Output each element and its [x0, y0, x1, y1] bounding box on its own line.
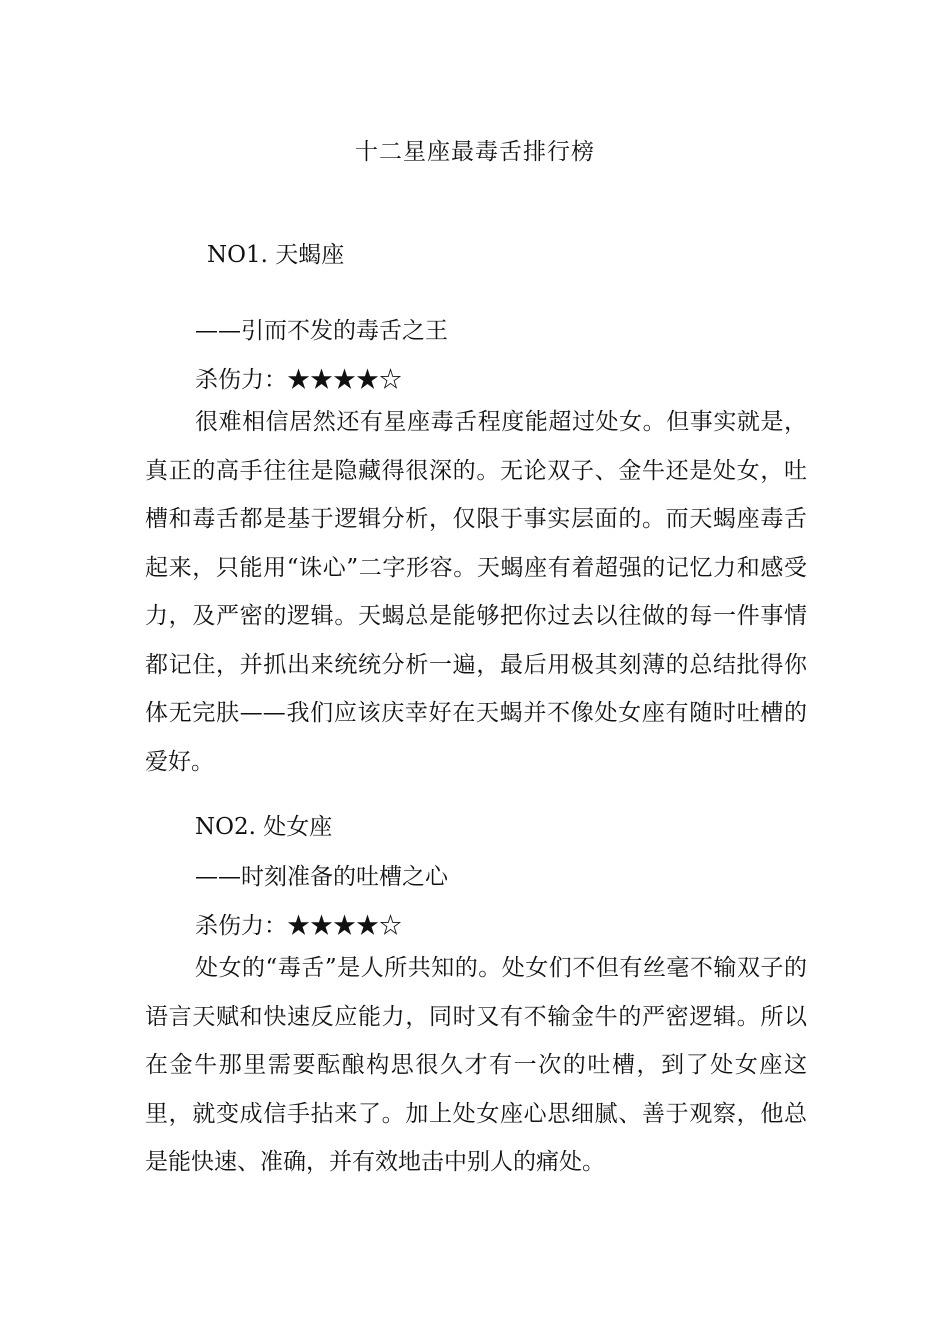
- section-1-damage-rating: 杀伤力：★★★★☆: [195, 367, 402, 393]
- section-1-heading: NO1. 天蝎座: [207, 242, 345, 268]
- section-2-damage-rating: 杀伤力：★★★★☆: [195, 913, 402, 939]
- document-title: 十二星座最毒舌排行榜: [355, 139, 595, 165]
- section-1-body: 很难相信居然还有星座毒舌程度能超过处女。但事实就是，真正的高手往往是隐藏得很深的。无论双子、金牛还是处女，吐槽和毒舌都是基于逻辑分析，仅限于事实层面的。而天蝎座毒舌起来，只能用“诛心”二字形容。天蝎座有着超强的记忆力和感受力，及严密的逻辑。天蝎总是能够把你过去以往做的每一件事情都记住，并抓出来统统分析一遍，最后用极其刻薄的总结批得你体无完肤——我们应该庆幸好在天蝎并不像处女座有随时吐槽的爱好。: [145, 409, 807, 775]
- section-2-heading: NO2. 处女座: [195, 814, 333, 840]
- section-2-body: 处女的“毒舌”是人所共知的。处女们不但有丝毫不输双子的语言天赋和快速反应能力，同时又有不输金牛的严密逻辑。所以在金牛那里需要酝酿构思很久才有一次的吐槽，到了处女座这里，就变成信手拈来了。加上处女座心思细腻、善于观察，他总是能快速、准确，并有效地击中别人的痛处。: [145, 955, 807, 1175]
- section-1-subtitle: ——引而不发的毒舌之王: [195, 318, 448, 344]
- section-2-subtitle: ——时刻准备的吐槽之心: [195, 864, 448, 890]
